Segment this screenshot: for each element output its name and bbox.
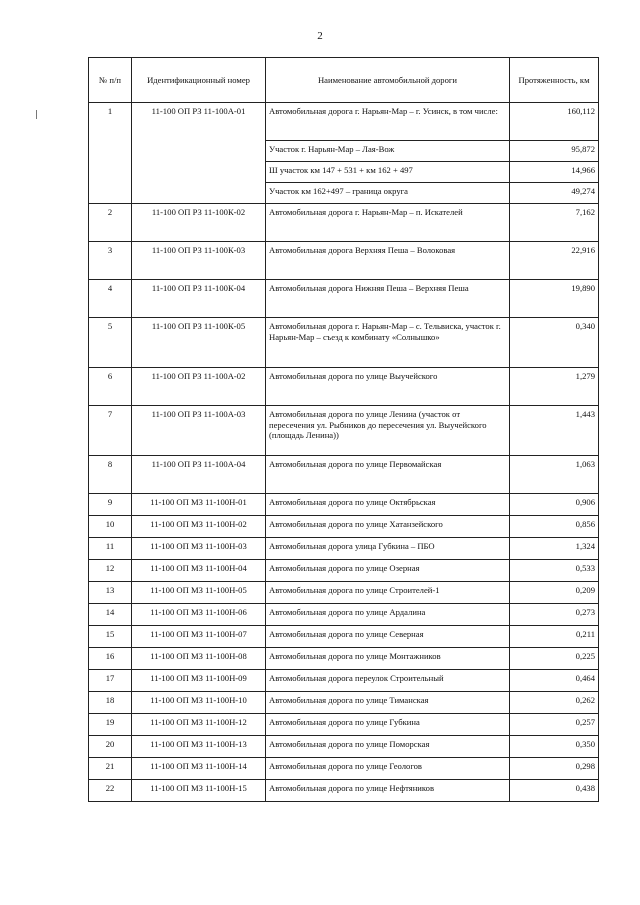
row-num: 17 [89,670,132,692]
row-name: Автомобильная дорога по улице Поморская [266,736,510,758]
table-row [89,204,599,242]
row-length: 0,906 [510,494,599,516]
page-number: 2 [317,30,323,42]
header-length: Протяженность, км [510,58,599,103]
row-name: Автомобильная дорога по улице Хатанзейского [266,516,510,538]
table-row [89,648,599,670]
row-name: Автомобильная дорога по улице Монтажников [266,648,510,670]
row-name: Участок г. Нарьян-Мар – Лая-Вож [266,141,510,162]
row-length: 0,464 [510,670,599,692]
row-name: Автомобильная дорога переулок Строительный [266,670,510,692]
row-name: Автомобильная дорога по улице Ленина (участок от пересечения ул. Рыбников до пересечения ул. Выучейского (площадь Ленина)) [266,406,510,456]
row-length: 0,273 [510,604,599,626]
row-num: 16 [89,648,132,670]
row-length: 22,916 [510,242,599,280]
row-id: 11-100 ОП МЗ 11-100Н-04 [132,560,266,582]
row-num: 7 [89,406,132,456]
row-length: 160,112 [510,103,599,141]
table-row [89,670,599,692]
row-length: 0,211 [510,626,599,648]
row-length: 0,225 [510,648,599,670]
row-id: 11-100 ОП РЗ 11-100К-02 [132,204,266,242]
row-name: Автомобильная дорога по улице Строителей-1 [266,582,510,604]
row-name: Автомобильная дорога улица Губкина – ПБО [266,538,510,560]
row-num: 1 [89,103,132,204]
row-num: 21 [89,758,132,780]
row-length: 0,298 [510,758,599,780]
row-length: 1,443 [510,406,599,456]
row-length: 1,324 [510,538,599,560]
row-num: 2 [89,204,132,242]
row-num: 20 [89,736,132,758]
table-row [89,103,599,141]
row-num: 9 [89,494,132,516]
table-row [89,692,599,714]
table-row [89,714,599,736]
row-length: 0,340 [510,318,599,368]
row-num: 10 [89,516,132,538]
row-length: 0,438 [510,780,599,802]
row-id: 11-100 ОП МЗ 11-100Н-03 [132,538,266,560]
row-id: 11-100 ОП РЗ 11-100А-01 [132,103,266,204]
table-row [89,242,599,280]
row-name: Автомобильная дорога по улице Ардалина [266,604,510,626]
row-name: Автомобильная дорога Нижняя Пеша – Верхняя Пеша [266,280,510,318]
row-length: 0,533 [510,560,599,582]
row-length: 49,274 [510,183,599,204]
roads-table [88,57,599,802]
row-id: 11-100 ОП МЗ 11-100Н-09 [132,670,266,692]
row-num: 12 [89,560,132,582]
row-id: 11-100 ОП МЗ 11-100Н-02 [132,516,266,538]
row-num: 6 [89,368,132,406]
table-row [89,538,599,560]
table-row [89,368,599,406]
table-row [89,626,599,648]
row-num: 14 [89,604,132,626]
table-header-row [89,58,599,103]
header-id: Идентификационный номер [132,58,266,103]
row-name: Автомобильная дорога Верхняя Пеша – Волоковая [266,242,510,280]
row-name: Автомобильная дорога по улице Северная [266,626,510,648]
row-name: Автомобильная дорога по улице Геологов [266,758,510,780]
row-id: 11-100 ОП МЗ 11-100Н-05 [132,582,266,604]
row-num: 18 [89,692,132,714]
row-num: 11 [89,538,132,560]
row-name: Автомобильная дорога г. Нарьян-Мар – п. Искателей [266,204,510,242]
row-id: 11-100 ОП РЗ 11-100А-03 [132,406,266,456]
row-id: 11-100 ОП МЗ 11-100Н-08 [132,648,266,670]
row-name: Автомобильная дорога г. Нарьян-Мар – г. Усинск, в том числе: [266,103,510,141]
row-name: Автомобильная дорога по улице Озерная [266,560,510,582]
row-num: 19 [89,714,132,736]
header-num: № п/п [89,58,132,103]
row-name: Автомобильная дорога по улице Первомайская [266,456,510,494]
row-num: 22 [89,780,132,802]
table-row [89,736,599,758]
row-name: Автомобильная дорога по улице Тиманская [266,692,510,714]
row-length: 95,872 [510,141,599,162]
row-id: 11-100 ОП РЗ 11-100К-03 [132,242,266,280]
row-id: 11-100 ОП МЗ 11-100Н-14 [132,758,266,780]
row-length: 0,856 [510,516,599,538]
row-id: 11-100 ОП МЗ 11-100Н-13 [132,736,266,758]
row-length: 0,209 [510,582,599,604]
row-length: 0,262 [510,692,599,714]
table-row [89,406,599,456]
row-num: 3 [89,242,132,280]
table-row [89,494,599,516]
row-num: 4 [89,280,132,318]
row-name: Участок км 162+497 – граница округа [266,183,510,204]
row-length: 0,350 [510,736,599,758]
row-name: Ш участок км 147 + 531 + км 162 + 497 [266,162,510,183]
row-name: Автомобильная дорога по улице Губкина [266,714,510,736]
row-length: 19,890 [510,280,599,318]
table-row [89,758,599,780]
row-id: 11-100 ОП РЗ 11-100К-05 [132,318,266,368]
row-length: 14,966 [510,162,599,183]
row-num: 13 [89,582,132,604]
row-id: 11-100 ОП РЗ 11-100А-04 [132,456,266,494]
row-length: 0,257 [510,714,599,736]
row-num: 15 [89,626,132,648]
row-name: Автомобильная дорога по улице Нефтяников [266,780,510,802]
row-id: 11-100 ОП МЗ 11-100Н-15 [132,780,266,802]
row-id: 11-100 ОП РЗ 11-100А-02 [132,368,266,406]
row-id: 11-100 ОП МЗ 11-100Н-01 [132,494,266,516]
row-id: 11-100 ОП МЗ 11-100Н-12 [132,714,266,736]
row-name: Автомобильная дорога по улице Выучейского [266,368,510,406]
table-row [89,516,599,538]
row-id: 11-100 ОП РЗ 11-100К-04 [132,280,266,318]
row-num: 5 [89,318,132,368]
table-row [89,560,599,582]
table-row [89,318,599,368]
row-id: 11-100 ОП МЗ 11-100Н-06 [132,604,266,626]
table-row [89,604,599,626]
table-row [89,780,599,802]
stray-mark [36,110,37,119]
row-length: 1,063 [510,456,599,494]
row-name: Автомобильная дорога по улице Октябрьская [266,494,510,516]
table-row [89,280,599,318]
row-length: 1,279 [510,368,599,406]
table-row [89,456,599,494]
row-length: 7,162 [510,204,599,242]
header-name: Наименование автомобильной дороги [266,58,510,103]
row-id: 11-100 ОП МЗ 11-100Н-10 [132,692,266,714]
row-id: 11-100 ОП МЗ 11-100Н-07 [132,626,266,648]
row-num: 8 [89,456,132,494]
table-row [89,582,599,604]
row-name: Автомобильная дорога г. Нарьян-Мар – с. Тельвиска, участок г. Нарьян-Мар – съезд к комбинату «Солнышко» [266,318,510,368]
